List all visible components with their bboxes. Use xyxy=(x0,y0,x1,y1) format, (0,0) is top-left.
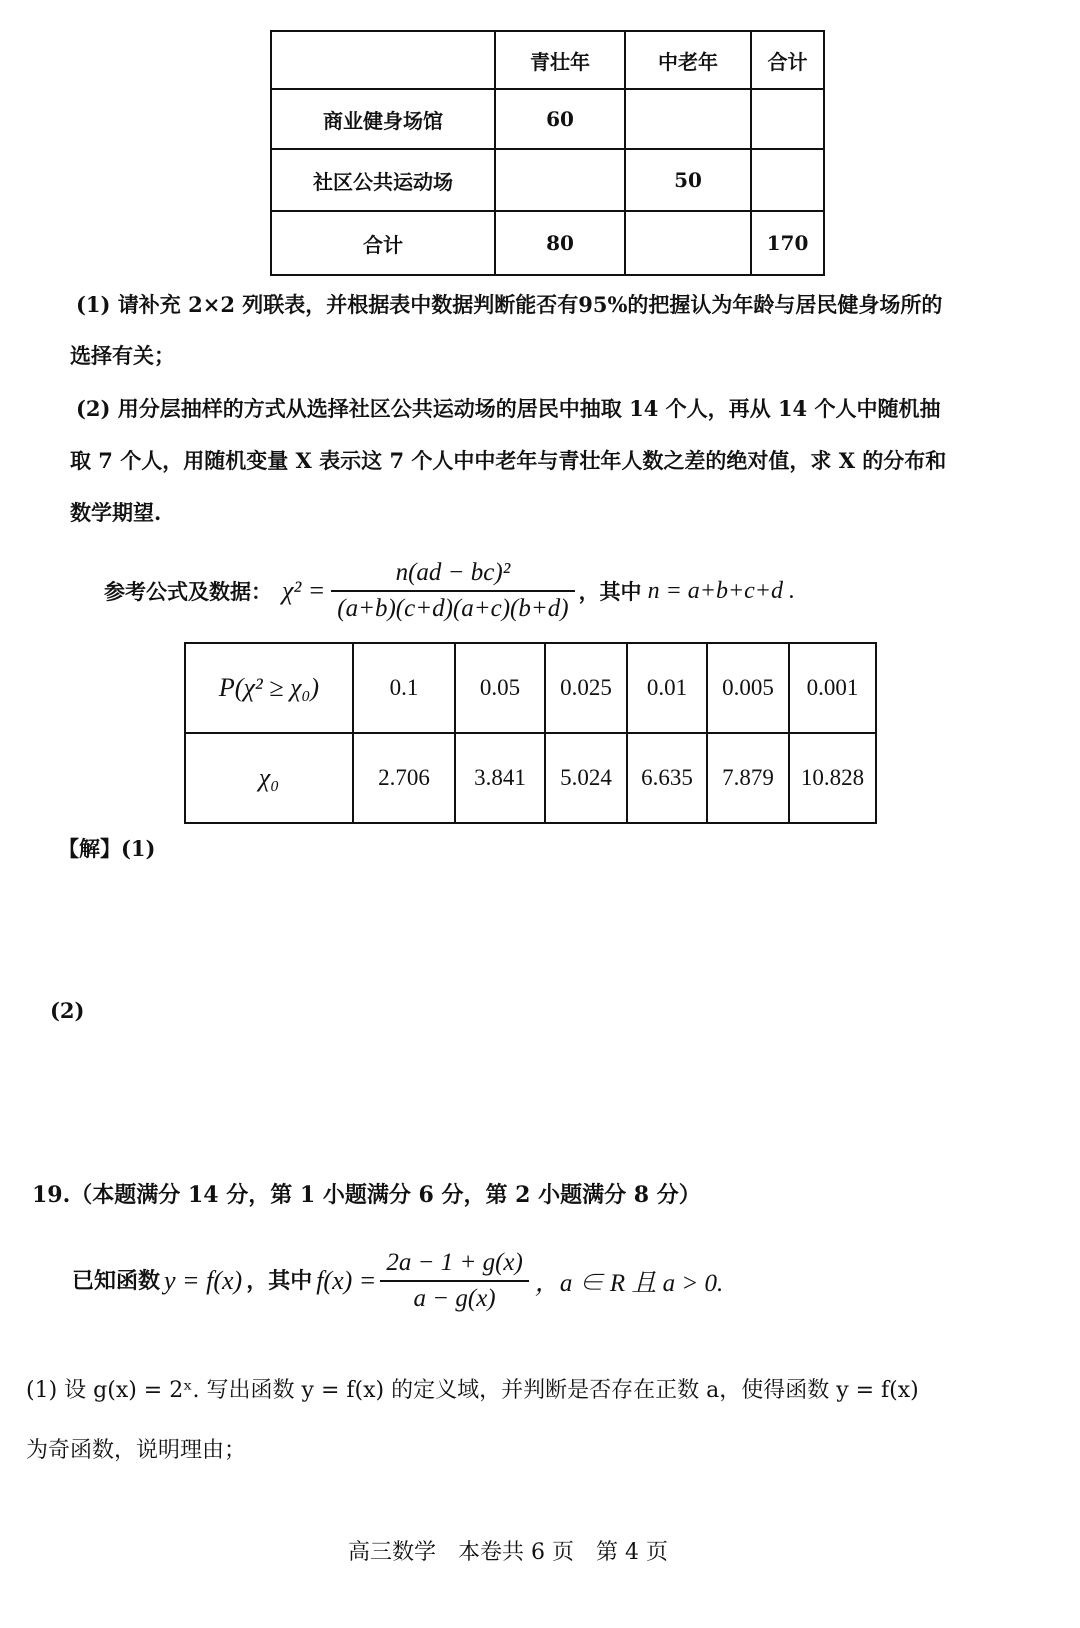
formula-lhs: χ² = xyxy=(282,576,326,605)
critical-value-cell: 10.828 xyxy=(789,733,876,823)
critical-value-table xyxy=(184,642,877,824)
table-cell: 170 xyxy=(751,211,824,275)
table-cell: 80 xyxy=(495,211,625,275)
part-2-label: (2) xyxy=(50,998,85,1023)
f-definition-fraction xyxy=(380,1249,529,1313)
table-cell: 50 xyxy=(625,149,751,211)
given-function: y = f(x) xyxy=(164,1266,243,1295)
table-cell xyxy=(625,211,751,275)
critical-value-cell: 3.841 xyxy=(455,733,545,823)
p-value-cell: 0.001 xyxy=(789,643,876,733)
table-cell: 社区公共运动场 xyxy=(271,149,495,211)
contingency-table xyxy=(270,30,825,276)
p-value-cell: 0.005 xyxy=(707,643,789,733)
question-19-part-1-line-1: (1) 设 g(x) = 2ˣ. 写出函数 y = f(x) 的定义域，并判断是否存在正数 a，使得函数 y = f(x) xyxy=(26,1378,919,1403)
probability-row-label: P(χ² ≥ χ₀) xyxy=(185,643,353,733)
p-value-cell: 0.1 xyxy=(353,643,455,733)
formula-fraction xyxy=(331,559,574,623)
question-19-header: 19.（本题满分 14 分，第 1 小题满分 6 分，第 2 小题满分 8 分） xyxy=(32,1182,701,1208)
table-header-cell: 中老年 xyxy=(625,31,751,89)
critical-value-cell: 7.879 xyxy=(707,733,789,823)
question-19-given xyxy=(72,1244,723,1318)
question-2-line-1: (2) 用分层抽样的方式从选择社区公共运动场的居民中抽取 14 个人，再从 14 个人中随机抽 xyxy=(76,396,941,421)
f-definition-lhs: f(x) = xyxy=(316,1266,377,1295)
question-2-line-3: 数学期望. xyxy=(70,500,162,525)
f-denominator: a − g(x) xyxy=(413,1285,496,1312)
formula-suffix-label: ，其中 xyxy=(578,578,642,604)
p-value-cell: 0.05 xyxy=(455,643,545,733)
solution-label: 【解】(1) xyxy=(58,836,156,861)
table-header-cell: 青壮年 xyxy=(495,31,625,89)
p-value-cell: 0.01 xyxy=(627,643,707,733)
table-cell xyxy=(751,89,824,149)
p-value-cell: 0.025 xyxy=(545,643,627,733)
table-cell: 60 xyxy=(495,89,625,149)
reference-formula xyxy=(104,556,795,626)
question-1-line-2: 选择有关； xyxy=(70,343,175,368)
formula-prefix: 参考公式及数据： xyxy=(104,578,272,604)
formula-suffix-expr: n = a+b+c+d . xyxy=(647,577,795,604)
given-prefix: 已知函数 xyxy=(72,1268,161,1294)
given-condition: ，a ∈ R 且 a > 0. xyxy=(534,1270,724,1297)
formula-numerator: n(ad − bc)² xyxy=(331,559,574,592)
table-cell xyxy=(495,149,625,211)
question-2-line-2: 取 7 个人，用随机变量 X 表示这 7 个人中中老年与青壮年人数之差的绝对值，求 X 的分布和 xyxy=(70,448,947,473)
critical-value-cell: 6.635 xyxy=(627,733,707,823)
table-header-cell xyxy=(271,31,495,89)
critical-value-cell: 5.024 xyxy=(545,733,627,823)
table-cell xyxy=(625,89,751,149)
table-header-cell: 合计 xyxy=(751,31,824,89)
question-19-part-1-line-2: 为奇函数，说明理由； xyxy=(26,1438,247,1463)
f-numerator: 2a − 1 + g(x) xyxy=(380,1249,529,1282)
formula-denominator: (a+b)(c+d)(a+c)(b+d) xyxy=(337,595,569,622)
table-cell: 商业健身场馆 xyxy=(271,89,495,149)
critical-row-label: χ₀ xyxy=(185,733,353,823)
table-cell: 合计 xyxy=(271,211,495,275)
page-footer: 高三数学 本卷共 6 页 第 4 页 xyxy=(348,1540,668,1565)
question-1-line-1: (1) 请补充 2×2 列联表，并根据表中数据判断能否有95%的把握认为年龄与居民健身场所的 xyxy=(76,292,943,317)
given-mid: ，其中 xyxy=(246,1268,313,1294)
critical-value-cell: 2.706 xyxy=(353,733,455,823)
table-cell xyxy=(751,149,824,211)
